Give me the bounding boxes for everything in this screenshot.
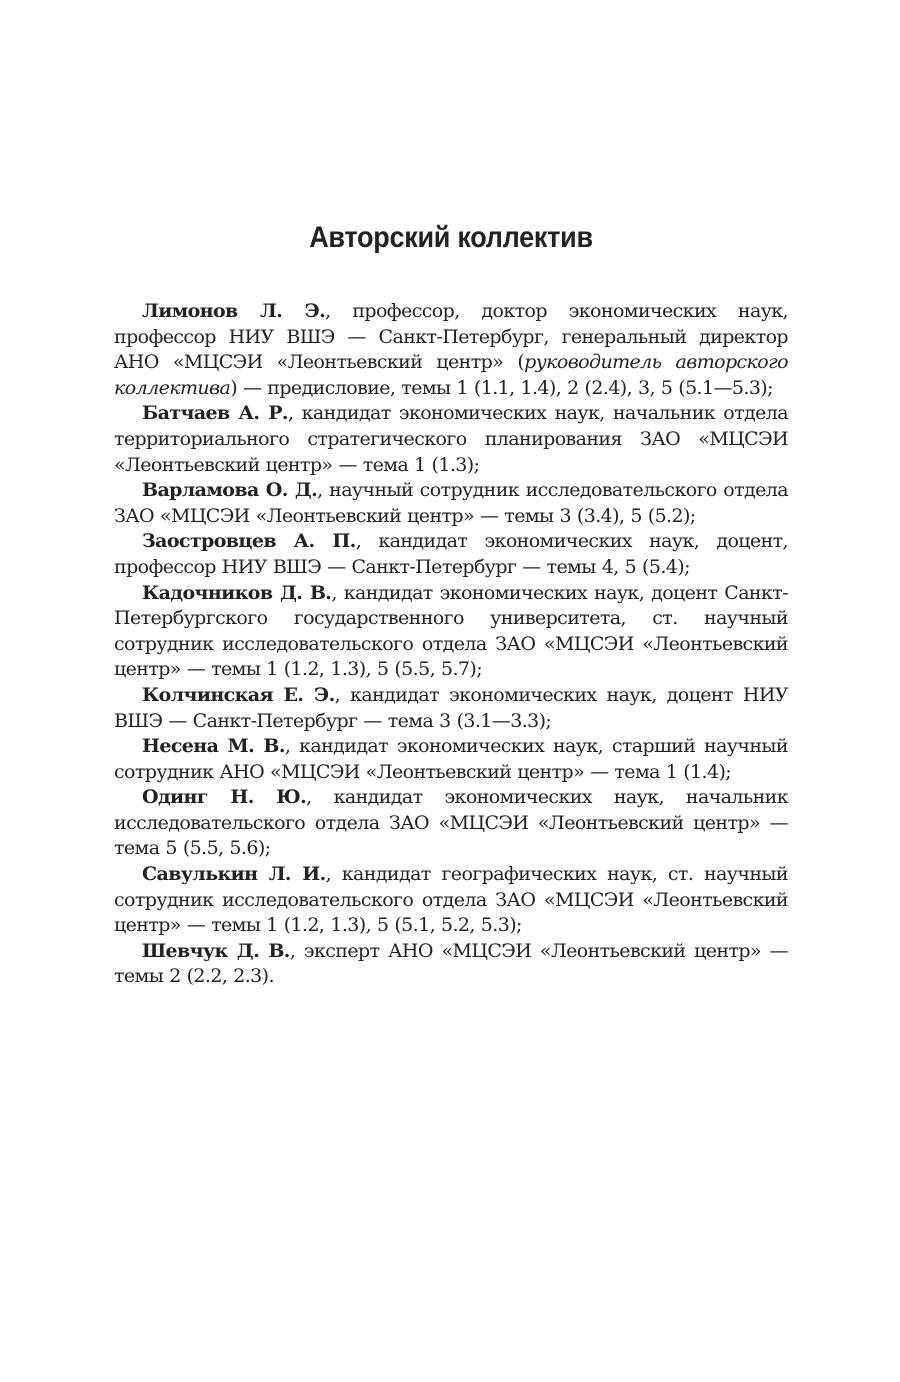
author-description: , профессор, доктор экономических наук, профессор НИУ ВШЭ — Санкт-Петербург, генеральный директор АНО «МЦСЭИ «Леонтьевский центр» (	[114, 300, 788, 374]
author-entry-shevchuk	[114, 939, 788, 990]
author-entry-varlamova	[114, 478, 788, 529]
author-name: Кадочников Д. В.	[142, 581, 332, 604]
author-name: Одинг Н. Ю.	[142, 786, 307, 809]
page-title: Авторский коллектив	[309, 221, 593, 254]
author-name: Варламова О. Д.	[142, 479, 318, 502]
author-description: , кандидат экономических наук, доцент НИУ ВШЭ — Санкт-Петербург — тема 3 (3.1—3.3);	[114, 683, 788, 732]
author-description: , эксперт АНО «МЦСЭИ «Леонтьевский центр» — темы 2 (2.2, 2.3).	[114, 939, 789, 988]
author-description: , кандидат экономических наук, доцент Санкт-Петербургского государственного университета, ст. научный сотрудник исследовательского отдела ЗАО «МЦСЭИ «Леонтьевский центр» — темы 1 (1.2, 1.3), 5 (5.5, 5.7);	[114, 581, 789, 681]
author-description: , кандидат географических наук, ст. научный сотрудник исследовательского отдела ЗАО «МЦСЭИ «Леонтьевский центр» — темы 1 (1.2, 1.3), 5 (5.1, 5.2, 5.3);	[114, 863, 788, 937]
author-description: , кандидат экономических наук, доцент, профессор НИУ ВШЭ — Санкт-Петербург — темы 4, 5 (5.4);	[114, 530, 788, 578]
author-entry-nesena	[114, 734, 788, 785]
author-name: Заостровцев А. П.	[142, 530, 356, 553]
author-entry-savulkin	[114, 862, 788, 939]
author-entry-oding	[114, 785, 788, 862]
author-description: , кандидат экономических наук, старший научный сотрудник АНО «МЦСЭИ «Леонтьевский центр» — тема 1 (1.4);	[114, 735, 788, 783]
author-description: , кандидат экономических наук, начальник исследовательского отдела ЗАО «МЦСЭИ «Леонтьевский центр» — тема 5 (5.5, 5.6);	[114, 786, 789, 860]
author-entry-zaostrovtsev	[114, 529, 788, 580]
author-list	[114, 299, 788, 990]
author-name: Батчаев А. Р.	[142, 402, 288, 425]
author-name: Лимонов Л. Э.	[142, 300, 326, 322]
author-description-end: ) — предисловие, темы 1 (1.1, 1.4), 2 (2.4), 3, 5 (5.1—5.3);	[230, 376, 773, 399]
author-entry-limonov	[114, 299, 788, 401]
author-name: Несена М. В.	[142, 735, 285, 758]
author-entry-kolchinskaya	[114, 683, 788, 734]
page	[114, 214, 788, 990]
author-description: , кандидат экономических наук, начальник отдела территориального стратегического планирования ЗАО «МЦСЭИ «Леонтьевский центр» — тема 1 (1.3);	[114, 402, 788, 476]
author-name: Шевчук Д. В.	[142, 939, 290, 962]
author-entry-batchaev	[114, 401, 788, 478]
author-name: Колчинская Е. Э.	[142, 683, 335, 706]
author-description: , научный сотрудник исследовательского отдела ЗАО «МЦСЭИ «Леонтьевский центр» — темы 3 (3.4), 5 (5.2);	[114, 479, 788, 527]
author-name: Савулькин Л. И.	[142, 863, 326, 886]
author-role-italic: руководитель авторского коллектива	[114, 351, 788, 399]
author-entry-kadochnikov	[114, 581, 788, 683]
